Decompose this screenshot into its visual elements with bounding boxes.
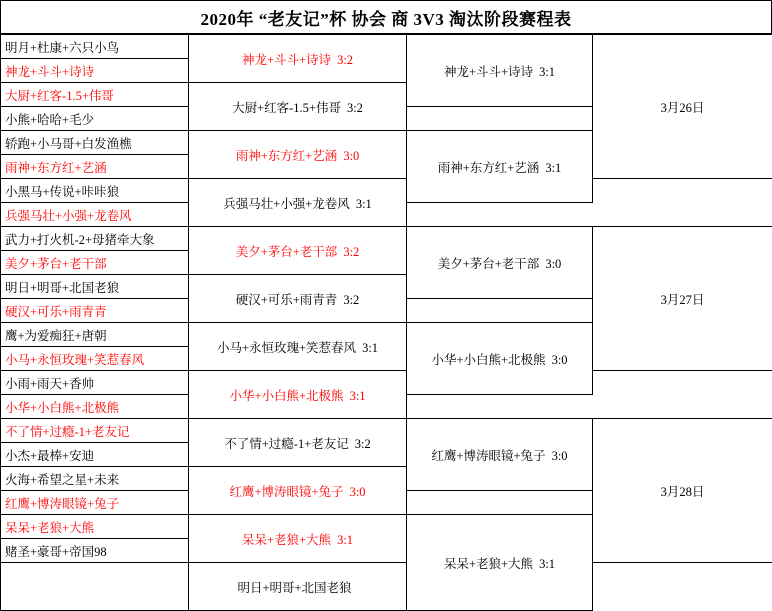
team-cell [1, 299, 189, 323]
round1-winner-label: 大厨+红客-1.5+伟哥 [232, 101, 341, 115]
team-cell [1, 107, 189, 131]
round2-winner-label: 红鹰+博涛眼镜+兔子 [431, 449, 545, 463]
team-label: 红鹰+博涛眼镜+兔子 [5, 497, 119, 511]
round1-winner-label: 硬汉+可乐+雨青青 [236, 293, 338, 307]
team-label: 赌圣+豪哥+帝国98 [5, 545, 107, 559]
table-row [1, 419, 772, 443]
round1-score: 3:0 [343, 149, 359, 163]
round1-winner-label: 红鹰+博涛眼镜+兔子 [229, 485, 343, 499]
round2-score: 3:1 [539, 557, 555, 571]
round2-match-cell [407, 323, 593, 395]
team-label: 小华+小白熊+北极熊 [5, 401, 119, 415]
round2-winner-label: 神龙+斗斗+诗诗 [444, 65, 533, 79]
team-label: 兵强马壮+小强+龙卷风 [5, 209, 132, 223]
round1-match-cell [189, 131, 407, 179]
round1-match-cell [189, 179, 407, 227]
table-row [1, 371, 772, 395]
team-cell [1, 515, 189, 539]
team-cell [1, 35, 189, 59]
date-cell [593, 227, 772, 371]
team-cell [1, 251, 189, 275]
team-cell [1, 59, 189, 83]
team-label: 鹰+为爱痴狂+唐朝 [5, 329, 107, 343]
round1-score: 3:2 [343, 293, 359, 307]
team-label: 轿跑+小马哥+白发渔樵 [5, 137, 132, 151]
round2-score: 3:1 [539, 65, 555, 79]
team-label: 小熊+哈哈+毛少 [5, 113, 94, 127]
team-label: 小杰+最棒+安迪 [5, 449, 94, 463]
round1-match-cell [189, 563, 407, 611]
round2-score: 3:0 [552, 353, 568, 367]
team-label: 小马+永恒玫瑰+笑惹春风 [5, 353, 144, 367]
round1-winner-label: 雨神+东方红+艺涵 [236, 149, 338, 163]
team-label: 小雨+雨天+香帅 [5, 377, 94, 391]
round2-score: 3:0 [552, 449, 568, 463]
round2-match-cell [407, 419, 593, 491]
round2-winner-label: 呆呆+老狼+大熊 [444, 557, 533, 571]
round1-winner-label: 小华+小白熊+北极熊 [229, 389, 343, 403]
team-label: 雨神+东方红+艺涵 [5, 161, 107, 175]
team-cell [1, 155, 189, 179]
round2-match-cell [407, 515, 593, 611]
round2-match-cell [407, 131, 593, 203]
round1-winner-label: 兵强马壮+小强+龙卷风 [223, 197, 350, 211]
table-row [1, 227, 772, 251]
round1-winner-label: 神龙+斗斗+诗诗 [242, 53, 331, 67]
table-row [1, 179, 772, 203]
table-row [1, 563, 772, 611]
team-label: 火海+希望之星+未来 [5, 473, 119, 487]
round1-score: 3:1 [350, 389, 366, 403]
team-label: 明月+杜康+六只小鸟 [5, 41, 119, 55]
round1-score: 3:2 [347, 101, 363, 115]
date-label: 3月26日 [661, 101, 705, 115]
team-cell [1, 131, 189, 155]
bracket-table [0, 34, 772, 611]
round1-winner-label: 美夕+茅台+老干部 [236, 245, 338, 259]
team-label: 武力+打火机-2+母猪牵大象 [5, 233, 155, 247]
round2-match-cell [407, 227, 593, 299]
round1-score: 3:2 [337, 53, 353, 67]
round1-winner-label: 小马+永恒玫瑰+笑惹春风 [217, 341, 356, 355]
round2-score: 3:0 [545, 257, 561, 271]
team-label: 小黑马+传说+咔咔狼 [5, 185, 119, 199]
team-cell [1, 83, 189, 107]
team-cell [1, 395, 189, 419]
round1-winner-label: 不了情+过瘾-1+老友记 [224, 437, 349, 451]
round1-match-cell [189, 467, 407, 515]
round1-score: 3:2 [355, 437, 371, 451]
date-label: 3月28日 [661, 485, 705, 499]
round1-match-cell [189, 83, 407, 131]
team-cell [1, 347, 189, 371]
round2-score: 3:1 [545, 161, 561, 175]
team-label: 明日+明哥+北国老狼 [5, 281, 119, 295]
team-label: 硬汉+可乐+雨青青 [5, 305, 107, 319]
team-cell [1, 539, 189, 563]
round1-winner-label: 呆呆+老狼+大熊 [242, 533, 331, 547]
date-cell [593, 419, 772, 563]
team-cell [1, 419, 189, 443]
table-row [1, 35, 772, 59]
page-title: 2020年 “老友记”杯 协会 商 3V3 淘汰阶段赛程表 [200, 5, 571, 30]
round1-match-cell [189, 515, 407, 563]
team-cell [1, 227, 189, 251]
team-cell [1, 491, 189, 515]
team-label: 大厨+红客-1.5+伟哥 [5, 89, 114, 103]
team-cell [1, 467, 189, 491]
team-label: 不了情+过瘾-1+老友记 [5, 425, 130, 439]
round1-winner-label: 明日+明哥+北国老狼 [237, 581, 351, 595]
team-label: 神龙+斗斗+诗诗 [5, 65, 94, 79]
round1-match-cell [189, 35, 407, 83]
date-label: 3月27日 [661, 293, 705, 307]
round1-score: 3:1 [337, 533, 353, 547]
date-cell [593, 35, 772, 179]
round1-match-cell [189, 275, 407, 323]
round1-score: 3:0 [350, 485, 366, 499]
round2-winner-label: 小华+小白熊+北极熊 [431, 353, 545, 367]
team-label: 美夕+茅台+老干部 [5, 257, 107, 271]
round2-winner-label: 雨神+东方红+艺涵 [438, 161, 540, 175]
title-row [0, 0, 772, 34]
team-cell [1, 563, 189, 611]
team-cell [1, 179, 189, 203]
round1-match-cell [189, 419, 407, 467]
round2-winner-label: 美夕+茅台+老干部 [438, 257, 540, 271]
round1-match-cell [189, 227, 407, 275]
team-cell [1, 323, 189, 347]
round1-match-cell [189, 371, 407, 419]
team-cell [1, 371, 189, 395]
round2-match-cell [407, 35, 593, 107]
team-label: 呆呆+老狼+大熊 [5, 521, 94, 535]
round1-score: 3:2 [343, 245, 359, 259]
team-cell [1, 275, 189, 299]
round1-match-cell [189, 323, 407, 371]
team-cell [1, 203, 189, 227]
round1-score: 3:1 [356, 197, 372, 211]
round1-score: 3:1 [362, 341, 378, 355]
team-cell [1, 443, 189, 467]
